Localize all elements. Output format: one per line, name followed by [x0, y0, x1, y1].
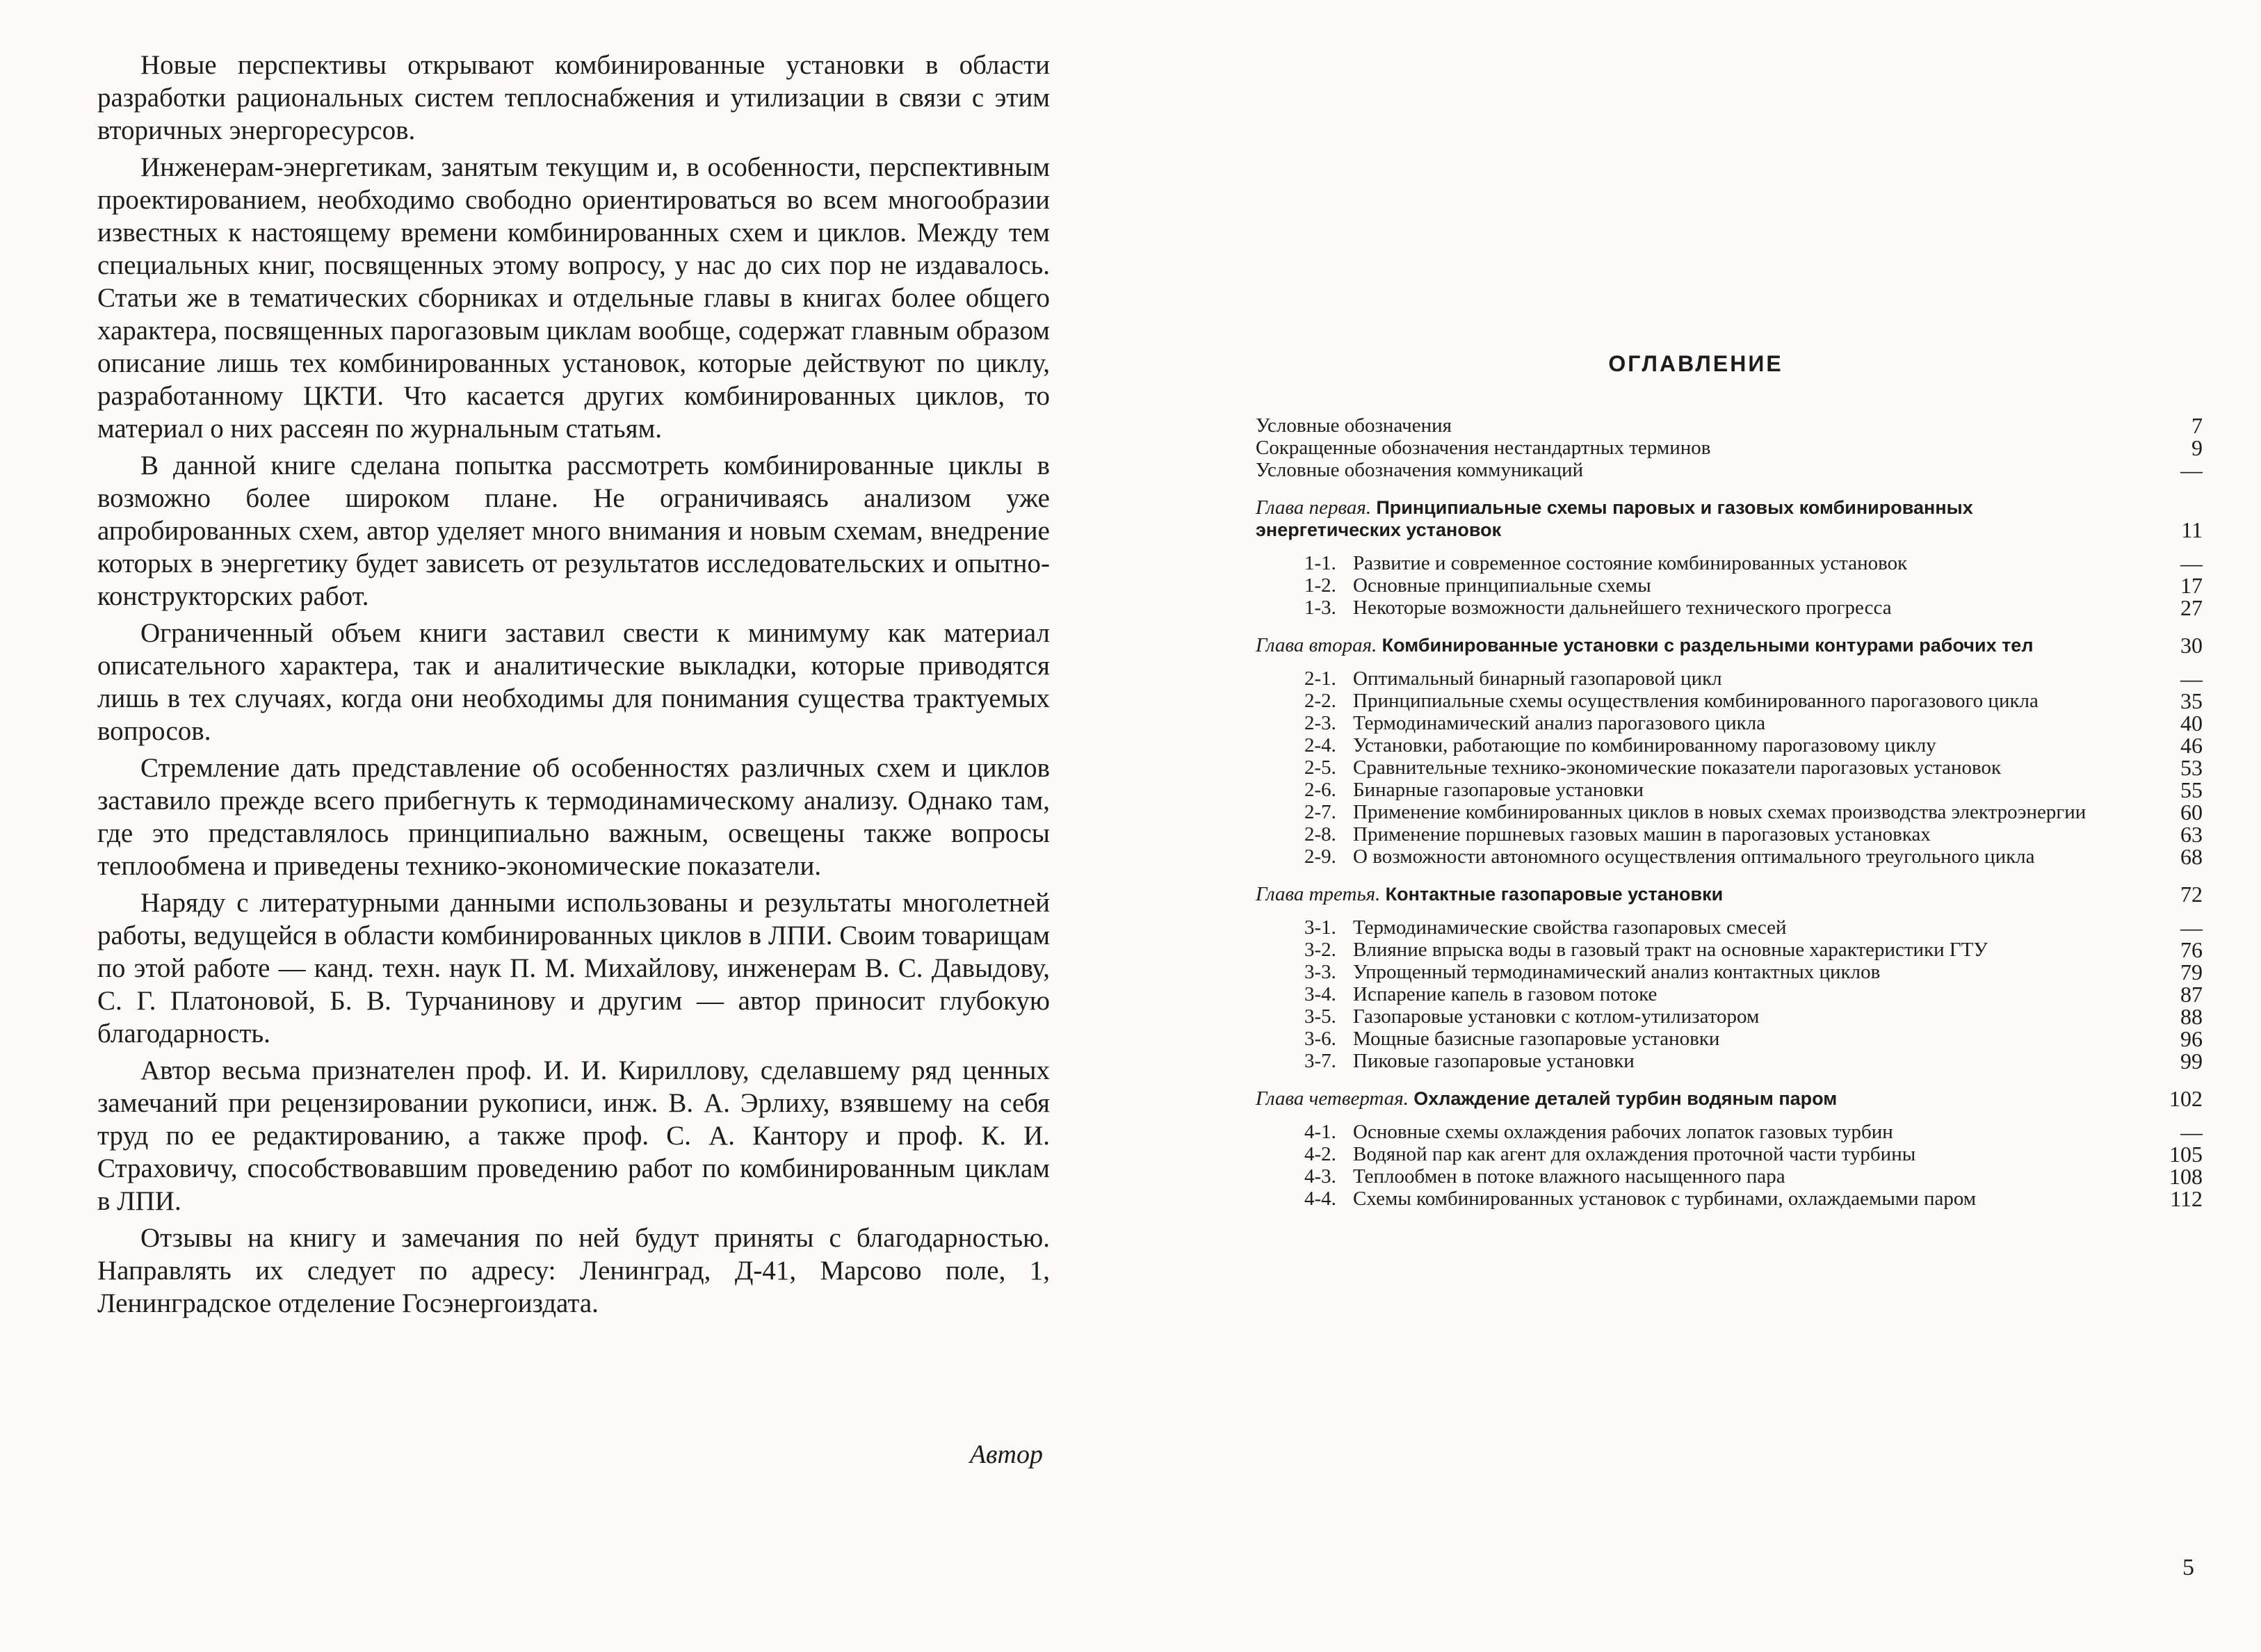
- toc-page-number: 7: [2191, 413, 2203, 438]
- right-page: [1130, 0, 2261, 1652]
- toc-page-number: 102: [2169, 1086, 2203, 1111]
- section-number: 3-5.: [1304, 1005, 1336, 1028]
- toc-entry-text: [1304, 939, 2097, 961]
- toc-front-entry: [1256, 435, 2203, 460]
- toc-section-entry: [1256, 1004, 2203, 1029]
- section-title: Применение поршневых газовых машин в парогазовых установках: [1353, 823, 1931, 845]
- section-number: 4-1.: [1304, 1121, 1336, 1143]
- toc-page-number: 55: [2180, 777, 2203, 802]
- section-title: Применение комбинированных циклов в новых схемах производства электроэнергии: [1353, 801, 2086, 823]
- toc-entry-label: Сокращенные обозначения нестандартных терминов: [1256, 437, 1711, 459]
- toc-entry-text: [1256, 883, 2097, 905]
- preface-paragraph: Отзывы на книгу и замечания по ней будут приняты с благодарностью. Направлять их следует по адресу: Ленинград, Д-41, Марсово поле, 1, Ленинградское отделение Госэнергоиздата.: [97, 1223, 1050, 1318]
- section-number: 3-7.: [1304, 1050, 1336, 1072]
- toc-front-entry: [1256, 413, 2203, 438]
- toc-entry-text: [1304, 801, 2097, 823]
- toc-section-entry: [1256, 666, 2203, 691]
- chapter-title: Комбинированные установки с раздельными контурами рабочих тел: [1381, 635, 2034, 656]
- section-number: 1-2.: [1304, 574, 1336, 597]
- toc-page-number: 60: [2180, 800, 2203, 825]
- toc-section-entry: [1256, 937, 2203, 962]
- toc-entry-label: Условные обозначения: [1256, 414, 1452, 437]
- toc-section-entry: [1256, 844, 2203, 869]
- section-title: Газопаровые установки с котлом-утилизатором: [1353, 1005, 1760, 1028]
- toc-entry-text: [1304, 756, 2097, 779]
- section-number: 3-3.: [1304, 961, 1336, 983]
- toc-entry-text: [1304, 916, 2097, 939]
- toc-entry-text: [1304, 734, 2097, 756]
- toc-page-number: 63: [2180, 822, 2203, 847]
- toc-entry-text: [1256, 437, 2097, 459]
- section-title: Основные схемы охлаждения рабочих лопаток газовых турбин: [1353, 1121, 1893, 1143]
- toc-section-entry: [1256, 1048, 2203, 1074]
- toc-entry-text: [1304, 574, 2097, 597]
- toc-page-number: —: [2180, 1119, 2203, 1144]
- toc-page-number: —: [2180, 551, 2203, 576]
- toc-chapter-entry: [1256, 882, 2203, 907]
- toc-page-number: 11: [2181, 517, 2203, 542]
- toc-section-entry: [1256, 688, 2203, 713]
- preface-paragraph: Инженерам-энергетикам, занятым текущим и, в особенности, перспективным проектированием, необходимо свободно ориентироваться во всем многообразии известных к настоящему времени комбинированных схем и циклов. Между тем специальных книг, посвященных этому вопросу, у нас до сих пор не издавалось. Статьи же в тематических сборниках и отдельные главы в книгах более общего характера, посвященных парогазовым циклам вообще, содержат главным образом описание лишь тех комбинированных установок, которые действуют по циклу, разработанному ЦКТИ. Что касается других комбинированных циклов, то материал о них рассеян по журнальным статьям.: [97, 152, 1050, 444]
- toc-section-entry: [1256, 755, 2203, 780]
- section-number: 2-2.: [1304, 690, 1336, 712]
- toc-page-number: —: [2180, 457, 2203, 483]
- toc-page-number: 17: [2180, 573, 2203, 598]
- toc-page-number: 76: [2180, 937, 2203, 962]
- toc-entry-label: Условные обозначения коммуникаций: [1256, 459, 1584, 481]
- toc-chapter-entry: [1256, 1086, 2203, 1111]
- toc-section-entry: [1256, 777, 2203, 802]
- toc-page-number: 99: [2180, 1048, 2203, 1074]
- section-title: Термодинамический анализ парогазового цикла: [1353, 712, 1766, 734]
- section-number: 3-4.: [1304, 983, 1336, 1005]
- section-number: 4-2.: [1304, 1143, 1336, 1165]
- toc-page-number: 40: [2180, 711, 2203, 736]
- section-number: 3-6.: [1304, 1028, 1336, 1050]
- preface-paragraph: Автор весьма признателен проф. И. И. Кириллову, сделавшему ряд ценных замечаний при рецензировании рукописи, инж. В. А. Эрлиху, взявшему на себя труд по ее редактированию, а также проф. С. А. Кантору и проф. К. И. Страховичу, способствовавшим проведению работ по комбинированным циклам в ЛПИ.: [97, 1055, 1050, 1216]
- section-title: Принципиальные схемы осуществления комбинированного парогазового цикла: [1353, 690, 2039, 712]
- section-title: Испарение капель в газовом потоке: [1353, 983, 1658, 1005]
- table-of-contents: [1256, 413, 2203, 1211]
- toc-entry-text: [1304, 1050, 2097, 1072]
- toc-page-number: 112: [2170, 1186, 2203, 1211]
- section-number: 4-3.: [1304, 1165, 1336, 1188]
- left-page: [0, 0, 1130, 1652]
- section-title: Развитие и современное состояние комбинированных установок: [1353, 552, 1908, 574]
- toc-page-number: 108: [2169, 1164, 2203, 1189]
- section-title: О возможности автономного осуществления оптимального треугольного цикла: [1353, 845, 2035, 868]
- preface-paragraph: Наряду с литературными данными использованы и результаты многолетней работы, ведущейся в области комбинированных циклов в ЛПИ. Своим товарищам по этой работе — канд. техн. наук П. М. Михайлову, инженерам В. С. Давыдову, С. Г. Платоновой, Б. В. Турчанинову и другим — автор приносит глубокую благодарность.: [97, 888, 1050, 1048]
- toc-entry-text: [1304, 983, 2097, 1005]
- toc-entry-text: [1304, 1143, 2097, 1165]
- preface-paragraph: Стремление дать представление об особенностях различных схем и циклов заставило прежде всего прибегнуть к термодинамическому анализу. Однако там, где это представлялось принципиально важным, освещены также вопросы теплообмена и приведены технико-экономические показатели.: [97, 753, 1050, 881]
- toc-entry-text: [1256, 414, 2097, 437]
- toc-page-number: 105: [2169, 1142, 2203, 1167]
- toc-entry-text: [1304, 1165, 2097, 1188]
- chapter-label: Глава вторая.: [1256, 634, 1377, 656]
- toc-section-entry: [1256, 595, 2203, 620]
- toc-page-number: 68: [2180, 844, 2203, 869]
- section-title: Некоторые возможности дальнейшего технического прогресса: [1353, 597, 1892, 619]
- toc-page-number: 88: [2180, 1004, 2203, 1029]
- toc-entry-text: [1304, 1028, 2097, 1050]
- toc-entry-text: [1256, 1087, 2097, 1110]
- author-signature: Автор: [969, 1440, 1043, 1469]
- section-title: Водяной пар как агент для охлаждения проточной части турбины: [1353, 1143, 1916, 1165]
- toc-section-entry: [1256, 711, 2203, 736]
- toc-section-entry: [1256, 822, 2203, 847]
- toc-entry-text: [1304, 597, 2097, 619]
- page-number: 5: [2182, 1555, 2194, 1580]
- toc-entry-text: [1304, 690, 2097, 712]
- toc-section-entry: [1256, 1186, 2203, 1211]
- section-title: Термодинамические свойства газопаровых смесей: [1353, 916, 1787, 939]
- toc-entry-text: [1304, 552, 2097, 574]
- toc-entry-text: [1304, 667, 2097, 690]
- preface-paragraph: Ограниченный объем книги заставил свести к минимуму как материал описательного характера, так и аналитические выкладки, которые приводятся лишь в тех случаях, когда они необходимы для понимания существа трактуемых вопросов.: [97, 618, 1050, 746]
- section-number: 2-7.: [1304, 801, 1336, 823]
- section-title: Схемы комбинированных установок с турбинами, охлаждаемыми паром: [1353, 1188, 1977, 1210]
- section-number: 1-1.: [1304, 552, 1336, 574]
- section-title: Упрощенный термодинамический анализ контактных циклов: [1353, 961, 1881, 983]
- toc-page-number: 53: [2180, 755, 2203, 780]
- section-number: 2-6.: [1304, 779, 1336, 801]
- toc-entry-text: [1304, 1005, 2097, 1028]
- preface-text: [97, 49, 1050, 1324]
- toc-entry-text: [1256, 496, 2097, 541]
- section-number: 2-3.: [1304, 712, 1336, 734]
- toc-page-number: 96: [2180, 1026, 2203, 1051]
- chapter-title: Охлаждение деталей турбин водяным паром: [1413, 1088, 1838, 1109]
- chapter-label: Глава четвертая.: [1256, 1087, 1409, 1110]
- section-number: 2-1.: [1304, 667, 1336, 690]
- chapter-title: Контактные газопаровые установки: [1385, 884, 1724, 905]
- toc-section-entry: [1256, 959, 2203, 985]
- section-title: Мощные базисные газопаровые установки: [1353, 1028, 1720, 1050]
- toc-page-number: 27: [2180, 595, 2203, 620]
- toc-page-number: —: [2180, 666, 2203, 691]
- toc-page-number: 46: [2180, 733, 2203, 758]
- toc-entry-text: [1304, 779, 2097, 801]
- toc-section-entry: [1256, 1119, 2203, 1144]
- section-title: Влияние впрыска воды в газовый тракт на основные характеристики ГТУ: [1353, 939, 1988, 961]
- toc-section-entry: [1256, 982, 2203, 1007]
- toc-section-entry: [1256, 573, 2203, 598]
- toc-page-number: 79: [2180, 959, 2203, 985]
- toc-page-number: 30: [2180, 633, 2203, 658]
- section-title: Пиковые газопаровые установки: [1353, 1050, 1635, 1072]
- section-title: Основные принципиальные схемы: [1353, 574, 1651, 597]
- toc-page-number: 87: [2180, 982, 2203, 1007]
- section-title: Сравнительные технико-экономические показатели парогазовых установок: [1353, 756, 2002, 779]
- chapter-title: Принципиальные схемы паровых и газовых комбинированных энергетических установок: [1256, 497, 1973, 540]
- toc-chapter-entry: [1256, 496, 2203, 542]
- toc-section-entry: [1256, 800, 2203, 825]
- toc-section-entry: [1256, 1026, 2203, 1051]
- section-number: 2-5.: [1304, 756, 1336, 779]
- preface-paragraph: В данной книге сделана попытка рассмотреть комбинированные циклы в возможно более широком плане. Не ограничиваясь анализом уже апробированных схем, автор уделяет много внимания и новым схемам, внедрение которых в энергетику будет зависеть от результатов исследовательских и опытно-конструкторских работ.: [97, 451, 1050, 611]
- section-number: 2-8.: [1304, 823, 1336, 845]
- section-title: Оптимальный бинарный газопаровой цикл: [1353, 667, 1722, 690]
- toc-section-entry: [1256, 1142, 2203, 1167]
- toc-entry-text: [1304, 961, 2097, 983]
- toc-title: ОГЛАВЛЕНИЕ: [1608, 351, 1783, 376]
- toc-entry-text: [1304, 1188, 2097, 1210]
- chapter-label: Глава первая.: [1256, 496, 1372, 519]
- toc-entry-text: [1256, 634, 2097, 656]
- section-number: 1-3.: [1304, 597, 1336, 619]
- toc-entry-text: [1304, 1121, 2097, 1143]
- toc-page-number: 9: [2191, 435, 2203, 460]
- toc-entry-text: [1304, 823, 2097, 845]
- toc-page-number: —: [2180, 915, 2203, 940]
- section-number: 4-4.: [1304, 1188, 1336, 1210]
- section-number: 3-1.: [1304, 916, 1336, 939]
- section-title: Бинарные газопаровые установки: [1353, 779, 1644, 801]
- preface-paragraph: Новые перспективы открывают комбинированные установки в области разработки рациональных систем теплоснабжения и утилизации в связи с этим вторичных энергоресурсов.: [97, 50, 1050, 145]
- section-number: 2-9.: [1304, 845, 1336, 868]
- toc-front-entry: [1256, 457, 2203, 483]
- section-number: 2-4.: [1304, 734, 1336, 756]
- toc-section-entry: [1256, 1164, 2203, 1189]
- toc-section-entry: [1256, 551, 2203, 576]
- toc-page-number: 72: [2180, 882, 2203, 907]
- section-title: Установки, работающие по комбинированному парогазовому циклу: [1353, 734, 1936, 756]
- toc-entry-text: [1256, 459, 2097, 481]
- toc-chapter-entry: [1256, 633, 2203, 658]
- toc-section-entry: [1256, 733, 2203, 758]
- toc-entry-text: [1304, 712, 2097, 734]
- section-title: Теплообмен в потоке влажного насыщенного пара: [1353, 1165, 1785, 1188]
- section-number: 3-2.: [1304, 939, 1336, 961]
- toc-page-number: 35: [2180, 688, 2203, 713]
- toc-entry-text: [1304, 845, 2097, 868]
- toc-section-entry: [1256, 915, 2203, 940]
- chapter-label: Глава третья.: [1256, 883, 1381, 905]
